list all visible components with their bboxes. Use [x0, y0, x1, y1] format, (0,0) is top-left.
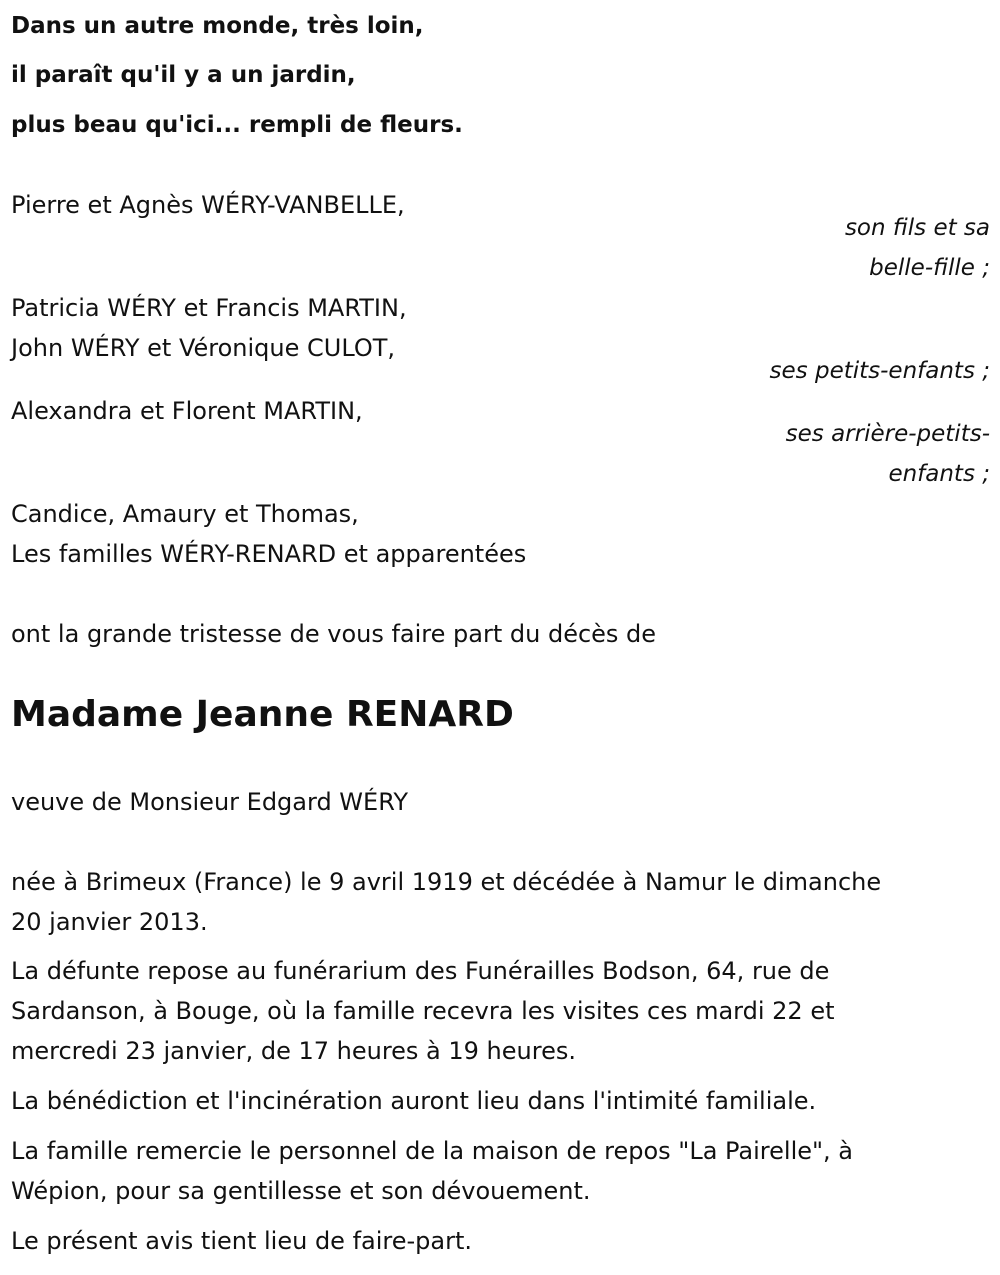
- birth-death-line-2: 20 janvier 2013.: [11, 908, 208, 936]
- great-grandchildren-relation-line-1: ses arrière-petits-: [785, 421, 990, 447]
- son-relation-line-2: belle-fille ;: [869, 255, 990, 281]
- poem-line-3: plus beau qu'ici... rempli de fleurs.: [11, 112, 463, 138]
- repose-line-1: La défunte repose au funérarium des Funérailles Bodson, 64, rue de: [11, 957, 830, 985]
- notice-line: Le présent avis tient lieu de faire-part.: [11, 1227, 473, 1255]
- thanks-line-1: La famille remercie le personnel de la maison de repos "La Pairelle", à: [11, 1137, 854, 1165]
- thanks-line-2: Wépion, pour sa gentillesse et son dévouement.: [11, 1177, 591, 1205]
- grandchildren-names-1: Patricia WÉRY et Francis MARTIN,: [11, 294, 407, 322]
- great-grandchildren-names: Alexandra et Florent MARTIN,: [11, 397, 363, 425]
- benediction-line: La bénédiction et l'incinération auront lieu dans l'intimité familiale.: [11, 1087, 817, 1115]
- great-grandchildren-relation-line-2: enfants ;: [888, 461, 990, 487]
- grandchildren-relation: ses petits-enfants ;: [769, 358, 990, 384]
- repose-line-2: Sardanson, à Bouge, où la famille recevra les visites ces mardi 22 et: [11, 997, 835, 1025]
- repose-line-3: mercredi 23 janvier, de 17 heures à 19 heures.: [11, 1037, 576, 1065]
- son-names: Pierre et Agnès WÉRY-VANBELLE,: [11, 191, 405, 219]
- deceased-name: Madame Jeanne RENARD: [11, 694, 514, 735]
- announcement-text: ont la grande tristesse de vous faire part du décès de: [11, 620, 657, 648]
- poem-line-1: Dans un autre monde, très loin,: [11, 13, 424, 39]
- son-relation-line-1: son fils et sa: [844, 215, 990, 241]
- birth-death-line-1: née à Brimeux (France) le 9 avril 1919 et décédée à Namur le dimanche: [11, 868, 882, 896]
- other-family-line-1: Candice, Amaury et Thomas,: [11, 500, 359, 528]
- poem-line-2: il paraît qu'il y a un jardin,: [11, 62, 356, 88]
- other-family-line-2: Les familles WÉRY-RENARD et apparentées: [11, 540, 527, 568]
- widow-of-line: veuve de Monsieur Edgard WÉRY: [11, 788, 408, 816]
- grandchildren-names-2: John WÉRY et Véronique CULOT,: [11, 334, 396, 362]
